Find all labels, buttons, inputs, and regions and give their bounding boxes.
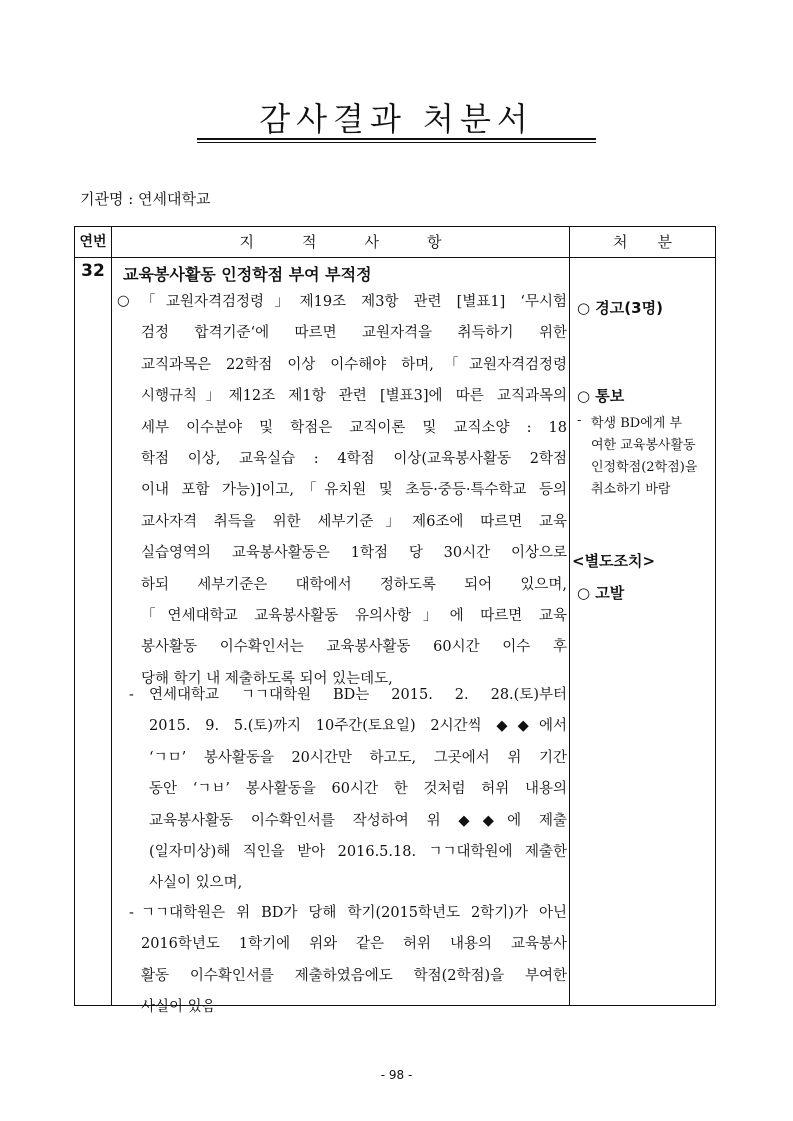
- text-line: 2015. 9. 5.(토)까지 10주간(토요일) 2시간씩 ◆◆에서: [149, 718, 567, 735]
- notice-line: 취소하기 바람: [591, 482, 671, 497]
- text-line: 학점 이상, 교육실습 : 4학점 이상(교육봉사활동 2학점: [141, 451, 567, 468]
- intro-marker: ○: [117, 293, 130, 309]
- text-line: 연세대학교 ㄱㄱ대학원 BD는 2015. 2. 28.(토)부터: [149, 687, 567, 703]
- bullet1-paragraph: [149, 680, 567, 900]
- text-line: 교육봉사활동 이수확인서를 작성하여 위 ◆◆에 제출: [149, 812, 567, 829]
- text-line: 이내 포함 가능)]이고,「유치원 및 초등·중등·특수학교 등의: [141, 482, 567, 499]
- page-number: - 98 -: [380, 1068, 413, 1082]
- case-title: 교육봉사활동 인정학점 부여 부적정: [123, 265, 372, 284]
- column-divider-action: [569, 227, 570, 1005]
- notice-line: 학생 BD에게 부: [591, 416, 683, 431]
- case-number: 32: [81, 261, 105, 281]
- text-line: 세부 이수분야 및 학점은 교직이론 및 교직소양 : 18: [141, 419, 567, 436]
- text-line: 2016학년도 1학기에 위와 같은 허위 내용의 교육봉사: [141, 936, 567, 953]
- text-line: ‘ㄱㅁ’ 봉사활동을 20시간만 하고도, 그곳에서 위 기간: [149, 749, 567, 766]
- title-underline-thin: [197, 142, 596, 143]
- bullet2-marker: -: [129, 905, 134, 921]
- document-title: 감사결과 처분서: [259, 100, 534, 138]
- text-line: 동안 ‘ㄱㅂ’ 봉사활동을 60시간 한 것처럼 허위 내용의: [149, 781, 567, 798]
- text-line: 사실이 있음: [141, 999, 216, 1016]
- text-line: 하되 세부기준은 대학에서 정하도록 되어 있으며,: [141, 576, 567, 593]
- text-line: ㄱㄱ대학원은 위 BD가 당해 학기(2015학년도 2학기)가 아닌: [141, 905, 567, 921]
- action-accusation: ○ 고발: [577, 584, 625, 602]
- intro-paragraph: [141, 287, 567, 695]
- text-line: 검정 합격기준‘에 따르면 교원자격을 취득하기 위한: [141, 325, 567, 342]
- header-findings: 지적사항: [239, 233, 490, 251]
- text-line: 시행규칙」제12조 제1항 관련 [별표3]에 따른 교직과목의: [141, 388, 567, 405]
- action-separate: <별도조치>: [572, 552, 656, 570]
- notice-line: 여한 교육봉사활동: [591, 438, 696, 453]
- header-no: 연번: [79, 234, 107, 250]
- text-line: (일자미상)해 직인을 받아 2016.5.18. ㄱㄱ대학원에 제출한: [149, 844, 567, 861]
- text-line: 「교원자격검정령」제19조 제3항 관련 [별표1] ‘무시험: [141, 294, 567, 310]
- notice-line: 인정학점(2학점)을: [591, 460, 698, 475]
- text-line: 당해 학기 내 제출하도록 되어 있는데도,: [141, 670, 393, 687]
- header-divider: [75, 257, 715, 258]
- column-divider-no: [111, 227, 112, 1005]
- agency-name: 기관명 : 연세대학교: [80, 190, 211, 208]
- text-line: 교직과목은 22학점 이상 이수해야 하며,「교원자격검정령: [141, 356, 567, 373]
- bullet2-paragraph: [141, 898, 567, 1024]
- bullet1-marker: -: [129, 687, 134, 703]
- text-line: 활동 이수확인서를 제출하였음에도 학점(2학점)을 부여한: [141, 967, 567, 984]
- action-warning: ○ 경고(3명): [577, 299, 663, 317]
- text-line: 사실이 있으며,: [149, 875, 243, 892]
- header-action: 처분: [613, 233, 702, 251]
- title-underline: [197, 138, 596, 140]
- text-line: 실습영역의 교육봉사활동은 1학점 당 30시간 이상으로: [141, 545, 567, 562]
- notice-detail: [591, 413, 711, 501]
- action-notice: ○ 통보: [577, 387, 625, 405]
- text-line: 「연세대학교 교육봉사활동 유의사항」에 따르면 교육: [141, 608, 567, 625]
- text-line: 봉사활동 이수확인서는 교육봉사활동 60시간 이수 후: [141, 639, 567, 656]
- notice-dash: -: [577, 413, 582, 428]
- findings-table: [74, 226, 716, 1016]
- text-line: 교사자격 취득을 위한 세부기준」제6조에 따르면 교육: [141, 513, 567, 530]
